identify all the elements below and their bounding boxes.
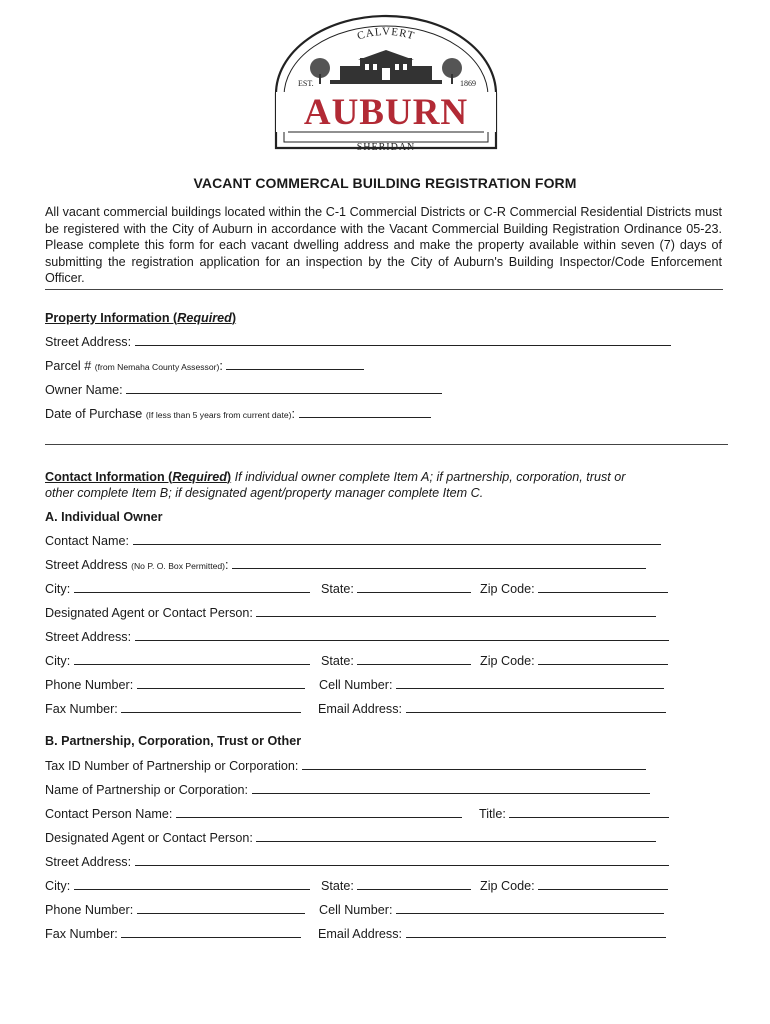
b-phone-field[interactable]	[137, 902, 305, 914]
b-street-row: Street Address:	[45, 854, 669, 870]
a-street-row: Street Address (No P. O. Box Permitted):	[45, 557, 646, 574]
a-phone-field[interactable]	[137, 677, 305, 689]
b-agent-row: Designated Agent or Contact Person:	[45, 830, 656, 846]
b-zip-group: Zip Code:	[480, 878, 668, 894]
b-name-field[interactable]	[252, 782, 650, 794]
b-fax-field[interactable]	[121, 926, 301, 938]
b-fax-row: Fax Number:	[45, 926, 301, 942]
a-zip-group: Zip Code:	[480, 581, 668, 597]
a-phone-row: Phone Number:	[45, 677, 305, 693]
owner-name-field[interactable]	[126, 382, 442, 394]
b-cell-group: Cell Number:	[319, 902, 664, 918]
a-fax-field[interactable]	[121, 701, 301, 713]
b-city-field[interactable]	[74, 878, 310, 890]
contact-name-row: Contact Name:	[45, 533, 661, 549]
section-b-heading: B. Partnership, Corporation, Trust or Other	[45, 734, 302, 748]
b-title-group: Title:	[479, 806, 669, 822]
b-tax-id-row: Tax ID Number of Partnership or Corporation:	[45, 758, 646, 774]
b-title-field[interactable]	[509, 806, 669, 818]
b-street-field[interactable]	[135, 854, 669, 866]
a-fax-row: Fax Number:	[45, 701, 301, 717]
svg-text:AUBURN: AUBURN	[303, 92, 469, 133]
a-state-group: State:	[321, 581, 471, 597]
a-city2-field[interactable]	[74, 653, 310, 665]
a-email-group: Email Address:	[318, 701, 666, 717]
street-address-field[interactable]	[135, 334, 671, 346]
a-agent-field[interactable]	[256, 605, 656, 617]
intro-paragraph: All vacant commercial buildings located within the C-1 Commercial Districts or C-R Commercial Residential Districts must be registered with the City of Auburn in accordance with the Vacant Commercial Building Registration Ordinance 05-23. Please complete this form for each vacant dwelling address and make the property available within seven (7) days of submitting the registration application for an inspection by the City of Auburn's Building Inspector/Code Enforcement Officer.	[45, 205, 722, 286]
a-street2-field[interactable]	[135, 629, 669, 641]
b-tax-id-field[interactable]	[302, 758, 646, 770]
a-city-row: City:	[45, 581, 310, 597]
a-email-field[interactable]	[406, 701, 666, 713]
a-street2-row: Street Address:	[45, 629, 669, 645]
a-zip2-group: Zip Code:	[480, 653, 668, 669]
a-zip2-field[interactable]	[538, 653, 668, 665]
b-phone-row: Phone Number:	[45, 902, 305, 918]
street-address-row: Street Address:	[45, 334, 671, 350]
contact-heading: Contact Information (Required) If individual owner complete Item A; if partnership, corporation, trust or	[45, 470, 626, 484]
parcel-field[interactable]	[226, 358, 364, 370]
a-state2-field[interactable]	[357, 653, 471, 665]
b-contact-person-row: Contact Person Name:	[45, 806, 462, 822]
svg-text:1869: 1869	[460, 79, 476, 88]
b-city-row: City:	[45, 878, 310, 894]
contact-name-field[interactable]	[133, 533, 661, 545]
auburn-city-logo	[270, 14, 502, 160]
purchase-date-field[interactable]	[299, 406, 431, 418]
svg-text:CALVERT: CALVERT	[355, 25, 417, 43]
a-zip-field[interactable]	[538, 581, 668, 593]
b-email-field[interactable]	[406, 926, 666, 938]
a-agent-row: Designated Agent or Contact Person:	[45, 605, 656, 621]
contact-instructions: other complete Item B; if designated agent/property manager complete Item C.	[45, 486, 484, 500]
divider	[45, 289, 723, 290]
b-agent-field[interactable]	[256, 830, 656, 842]
b-email-group: Email Address:	[318, 926, 666, 942]
b-zip-field[interactable]	[538, 878, 668, 890]
divider	[45, 444, 728, 445]
svg-text:EST.: EST.	[298, 79, 314, 88]
a-cell-field[interactable]	[396, 677, 664, 689]
owner-name-row: Owner Name:	[45, 382, 442, 398]
a-city-field[interactable]	[74, 581, 310, 593]
b-name-row: Name of Partnership or Corporation:	[45, 782, 650, 798]
parcel-row: Parcel # (from Nemaha County Assessor):	[45, 358, 364, 375]
a-city2-row: City:	[45, 653, 310, 669]
a-state-field[interactable]	[357, 581, 471, 593]
section-a-heading: A. Individual Owner	[45, 510, 163, 524]
b-state-group: State:	[321, 878, 471, 894]
a-street-field[interactable]	[232, 557, 646, 569]
b-state-field[interactable]	[357, 878, 471, 890]
a-state2-group: State:	[321, 653, 471, 669]
purchase-date-row: Date of Purchase (If less than 5 years from current date):	[45, 406, 431, 423]
b-contact-person-field[interactable]	[176, 806, 462, 818]
a-cell-group: Cell Number:	[319, 677, 664, 693]
b-cell-field[interactable]	[396, 902, 664, 914]
svg-text:SHERIDAN: SHERIDAN	[356, 142, 416, 153]
form-title: VACANT COMMERCAL BUILDING REGISTRATION FORM	[193, 175, 577, 191]
property-heading: Property Information (Required)	[45, 311, 237, 325]
